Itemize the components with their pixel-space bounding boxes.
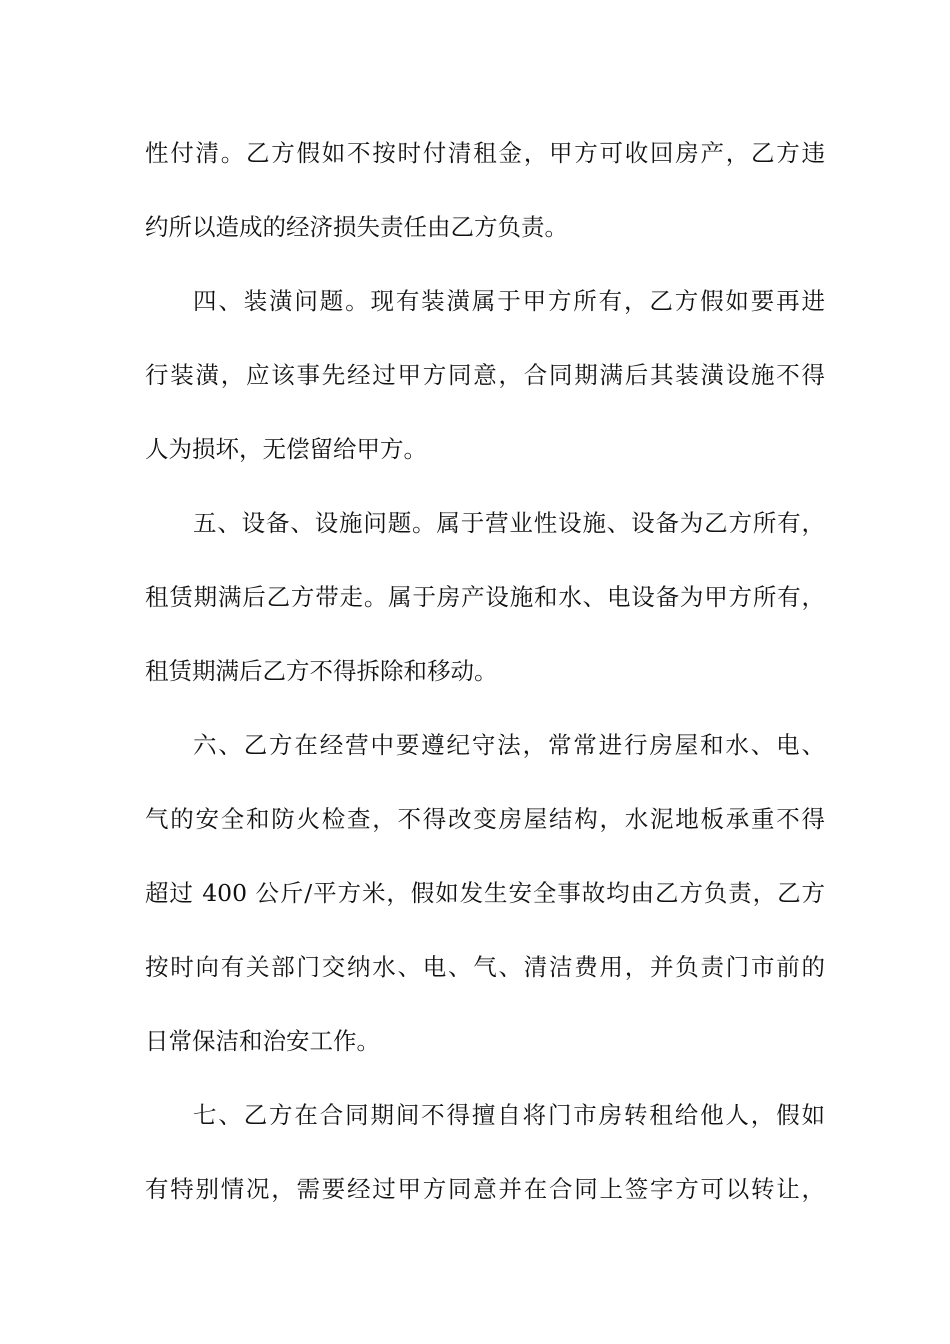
- paragraph-heading-line: 四、装潢问题。现有装潢属于甲方所有，乙方假如要再进: [193, 287, 825, 315]
- text-line: 有特别情况，需要经过甲方同意并在合同上签字方可以转让，: [145, 1175, 825, 1203]
- text-line: 约所以造成的经济损失责任由乙方负责。: [145, 213, 568, 241]
- text-line: 气的安全和防火检查，不得改变房屋结构，水泥地板承重不得: [145, 805, 825, 833]
- text-line: 租赁期满后乙方带走。属于房产设施和水、电设备为甲方所有，: [145, 583, 825, 611]
- text-line: 性付清。乙方假如不按时付清租金，甲方可收回房产，乙方违: [145, 139, 825, 167]
- text-line: 租赁期满后乙方不得拆除和移动。: [145, 657, 498, 685]
- text-line: 超过 400 公斤/平方米，假如发生安全事故均由乙方负责，乙方: [145, 879, 825, 907]
- text-line: 人为损坏，无偿留给甲方。: [145, 435, 427, 463]
- text-line: 日常保洁和治安工作。: [145, 1027, 380, 1055]
- paragraph-heading-line: 六、乙方在经营中要遵纪守法，常常进行房屋和水、电、: [193, 731, 825, 759]
- text-line: 行装潢，应该事先经过甲方同意，合同期满后其装潢设施不得: [145, 361, 825, 389]
- paragraph-heading-line: 七、乙方在合同期间不得擅自将门市房转租给他人，假如: [193, 1101, 825, 1129]
- paragraph-heading-line: 五、设备、设施问题。属于营业性设施、设备为乙方所有，: [193, 509, 825, 537]
- text-line: 按时向有关部门交纳水、电、气、清洁费用，并负责门市前的: [145, 953, 825, 981]
